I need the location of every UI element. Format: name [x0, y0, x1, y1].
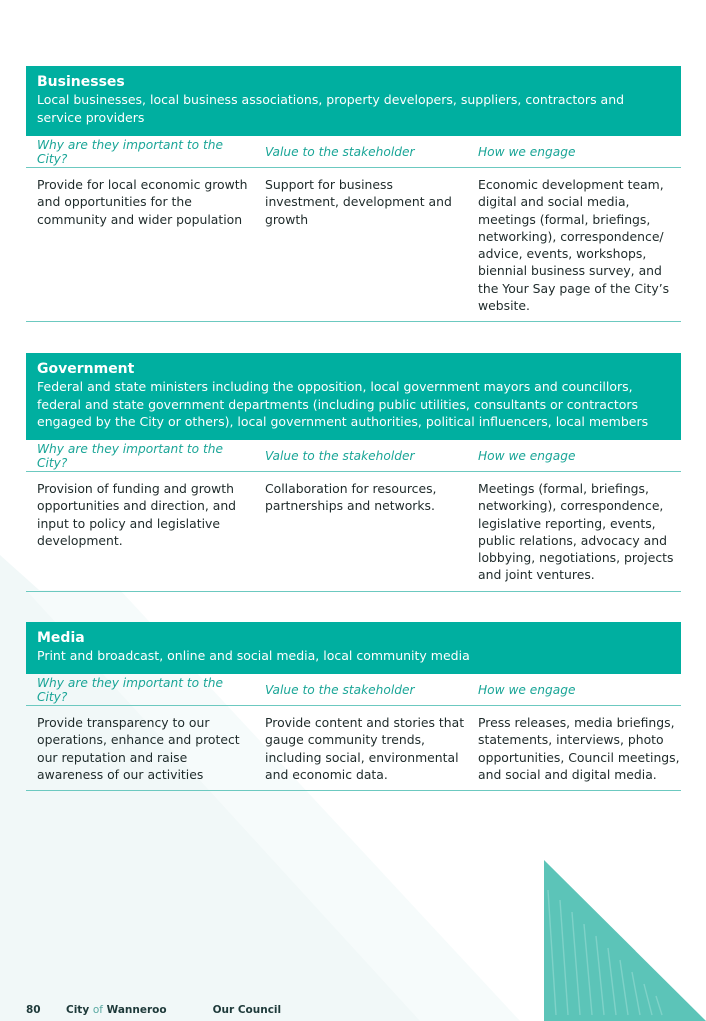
section-title: Media	[37, 630, 85, 646]
section-header	[26, 66, 681, 136]
section-description: Print and broadcast, online and social media, local community media	[37, 648, 470, 663]
page-number: 80	[26, 1004, 41, 1016]
col-header-engage: How we engage	[478, 144, 576, 159]
col-header-importance: Why are they important to the City?	[37, 441, 223, 470]
col-header-importance: Why are they important to the City?	[37, 675, 223, 704]
footer-section-label: Our Council	[212, 1004, 282, 1016]
cell-importance: Provide transparency to our operations, enhance and protect our reputation and raise awareness of our activities	[37, 715, 240, 782]
table-row	[26, 706, 681, 791]
footer-of-label: of	[92, 1004, 103, 1016]
cell-engage: Meetings (formal, briefings, networking), correspondence, legislative reporting, events, public relations, advocacy and lobbying, negotiations, projects and joint ventures.	[478, 481, 674, 583]
cell-value: Collaboration for resources, partnerships and networks.	[265, 481, 437, 514]
footer-city-label: City	[66, 1004, 90, 1016]
col-header-value: Value to the stakeholder	[265, 448, 415, 463]
column-headers	[26, 136, 681, 168]
col-header-engage: How we engage	[478, 448, 576, 463]
section-media	[26, 622, 681, 791]
cell-value: Provide content and stories that gauge community trends, including social, environmental and economic data.	[265, 715, 465, 782]
page-footer	[26, 1004, 281, 1016]
cell-value: Support for business investment, development and growth	[265, 177, 452, 227]
section-description: Federal and state ministers including the opposition, local government mayors and councillors, federal and state government departments (including public utilities, consultants or contractors engaged by the City or others), local government authorities, political influencers, local members	[37, 379, 649, 429]
col-header-value: Value to the stakeholder	[265, 144, 415, 159]
cell-importance: Provision of funding and growth opportunities and direction, and input to policy and legislative development.	[37, 481, 237, 548]
section-header	[26, 622, 681, 674]
col-header-value: Value to the stakeholder	[265, 682, 415, 697]
column-headers	[26, 440, 681, 472]
cell-engage: Press releases, media briefings, statements, interviews, photo opportunities, Council meetings, and social and digital media.	[478, 715, 680, 782]
cell-importance: Provide for local economic growth and opportunities for the community and wider population	[37, 177, 248, 227]
cell-engage: Economic development team, digital and social media, meetings (formal, briefings, networking), correspondence/ advice, events, workshops, biennial business survey, and the Your Say page of the City’s website.	[478, 177, 670, 314]
section-title: Businesses	[37, 74, 125, 90]
section-government	[26, 353, 681, 592]
table-row	[26, 472, 681, 592]
section-businesses	[26, 66, 681, 322]
footer-wanneroo-label: Wanneroo	[106, 1004, 167, 1016]
column-headers	[26, 674, 681, 706]
col-header-importance: Why are they important to the City?	[37, 137, 223, 166]
col-header-engage: How we engage	[478, 682, 576, 697]
section-title: Government	[37, 361, 135, 377]
table-row	[26, 168, 681, 322]
section-description: Local businesses, local business associations, property developers, suppliers, contractors and service providers	[37, 92, 625, 125]
section-header	[26, 353, 681, 440]
